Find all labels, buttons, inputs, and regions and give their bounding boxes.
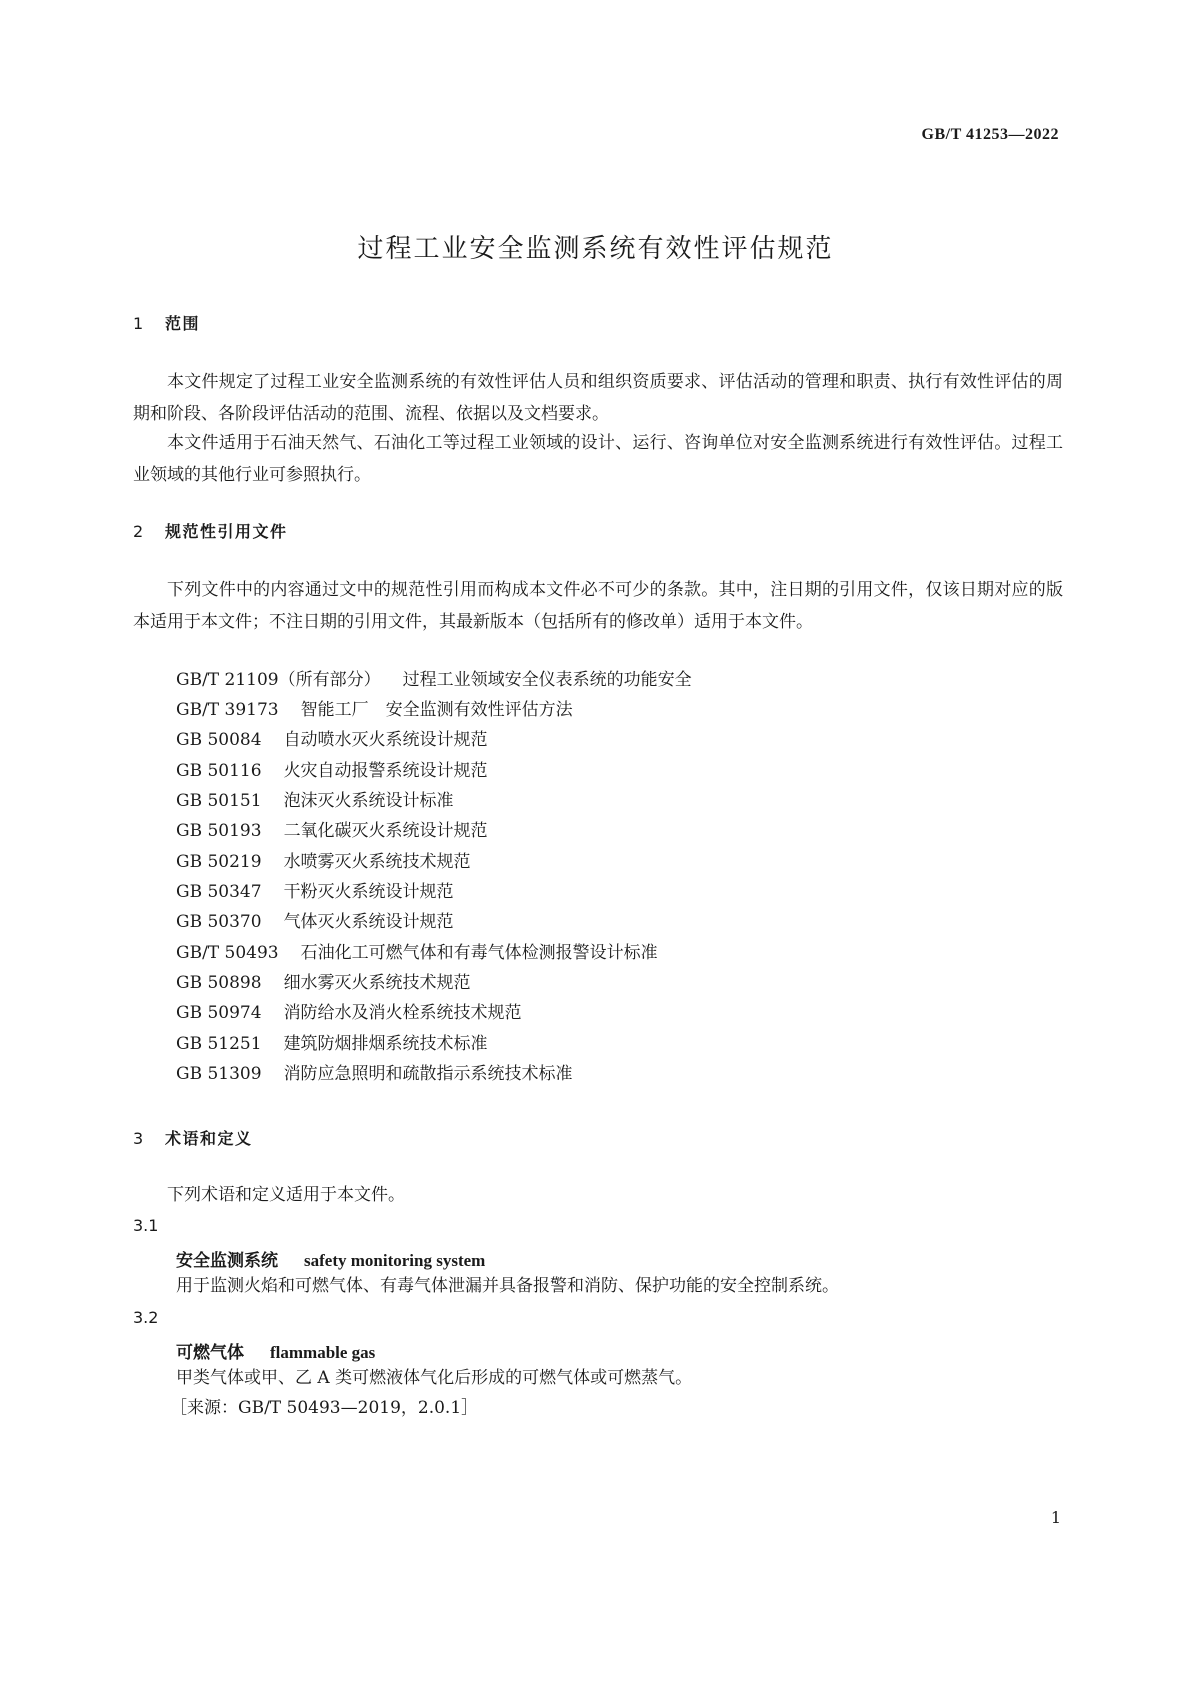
reference-item: GB/T 39173 智能工厂 安全监测有效性评估方法	[176, 700, 573, 720]
section-number: 2	[133, 522, 144, 541]
section-2-heading	[133, 519, 288, 542]
standard-number: GB/T 41253—2022	[921, 126, 1059, 143]
reference-item: GB 51251 建筑防烟排烟系统技术标准	[176, 1034, 488, 1054]
reference-item: GB 50084 自动喷水灭火系统设计规范	[176, 730, 488, 750]
paragraph: 本文件适用于石油天然气、石油化工等过程工业领域的设计、运行、咨询单位对安全监测系统进行有效性评估。过程工业领域的其他行业可参照执行。	[133, 433, 1063, 485]
reference-item: GB 50370 气体灭火系统设计规范	[176, 912, 454, 932]
section-3-heading	[133, 1126, 253, 1149]
reference-item: GB 50974 消防给水及消火栓系统技术规范	[176, 1003, 522, 1023]
term-zh: 可燃气体	[176, 1343, 244, 1363]
section-title: 规范性引用文件	[165, 522, 288, 541]
term-number: 3.1	[133, 1216, 159, 1235]
section-number: 3	[133, 1129, 144, 1148]
term-zh: 安全监测系统	[176, 1251, 278, 1271]
reference-item: GB 50116 火灾自动报警系统设计规范	[176, 761, 488, 781]
section-title: 术语和定义	[165, 1129, 253, 1148]
reference-item: GB 50219 水喷雾灭火系统技术规范	[176, 852, 471, 872]
reference-item: GB 50347 干粉灭火系统设计规范	[176, 882, 454, 902]
section-title: 范围	[165, 314, 201, 333]
document-title: 过程工业安全监测系统有效性评估规范	[357, 234, 834, 264]
paragraph: 下列术语和定义适用于本文件。	[167, 1185, 405, 1205]
section-1-heading	[133, 311, 200, 334]
reference-item: GB/T 21109（所有部分） 过程工业领域安全仪表系统的功能安全	[176, 670, 692, 690]
term-source: ［来源：GB/T 50493—2019，2.0.1］	[170, 1398, 479, 1418]
reference-item: GB 50898 细水雾灭火系统技术规范	[176, 973, 471, 993]
term-en: safety monitoring system	[304, 1251, 486, 1270]
reference-item: GB 50193 二氧化碳灭火系统设计规范	[176, 821, 488, 841]
reference-item: GB 50151 泡沫灭火系统设计标准	[176, 791, 454, 811]
term-en: flammable gas	[270, 1343, 376, 1362]
section-number: 1	[133, 314, 144, 333]
reference-item: GB/T 50493 石油化工可燃气体和有毒气体检测报警设计标准	[176, 943, 658, 963]
term-definition: 甲类气体或甲、乙 A 类可燃液体气化后形成的可燃气体或可燃蒸气。	[176, 1368, 693, 1388]
paragraph: 下列文件中的内容通过文中的规范性引用而构成本文件必不可少的条款。其中，注日期的引用文件，仅该日期对应的版本适用于本文件；不注日期的引用文件，其最新版本（包括所有的修改单）适用于本文件。	[133, 580, 1063, 632]
term-heading	[176, 1246, 485, 1271]
term-definition: 用于监测火焰和可燃气体、有毒气体泄漏并具备报警和消防、保护功能的安全控制系统。	[176, 1276, 839, 1296]
term-number: 3.2	[133, 1308, 159, 1327]
paragraph: 本文件规定了过程工业安全监测系统的有效性评估人员和组织资质要求、评估活动的管理和职责、执行有效性评估的周期和阶段、各阶段评估活动的范围、流程、依据以及文档要求。	[133, 372, 1063, 424]
term-heading	[176, 1338, 375, 1363]
page-number: 1	[1050, 1508, 1061, 1527]
reference-item: GB 51309 消防应急照明和疏散指示系统技术标准	[176, 1064, 573, 1084]
